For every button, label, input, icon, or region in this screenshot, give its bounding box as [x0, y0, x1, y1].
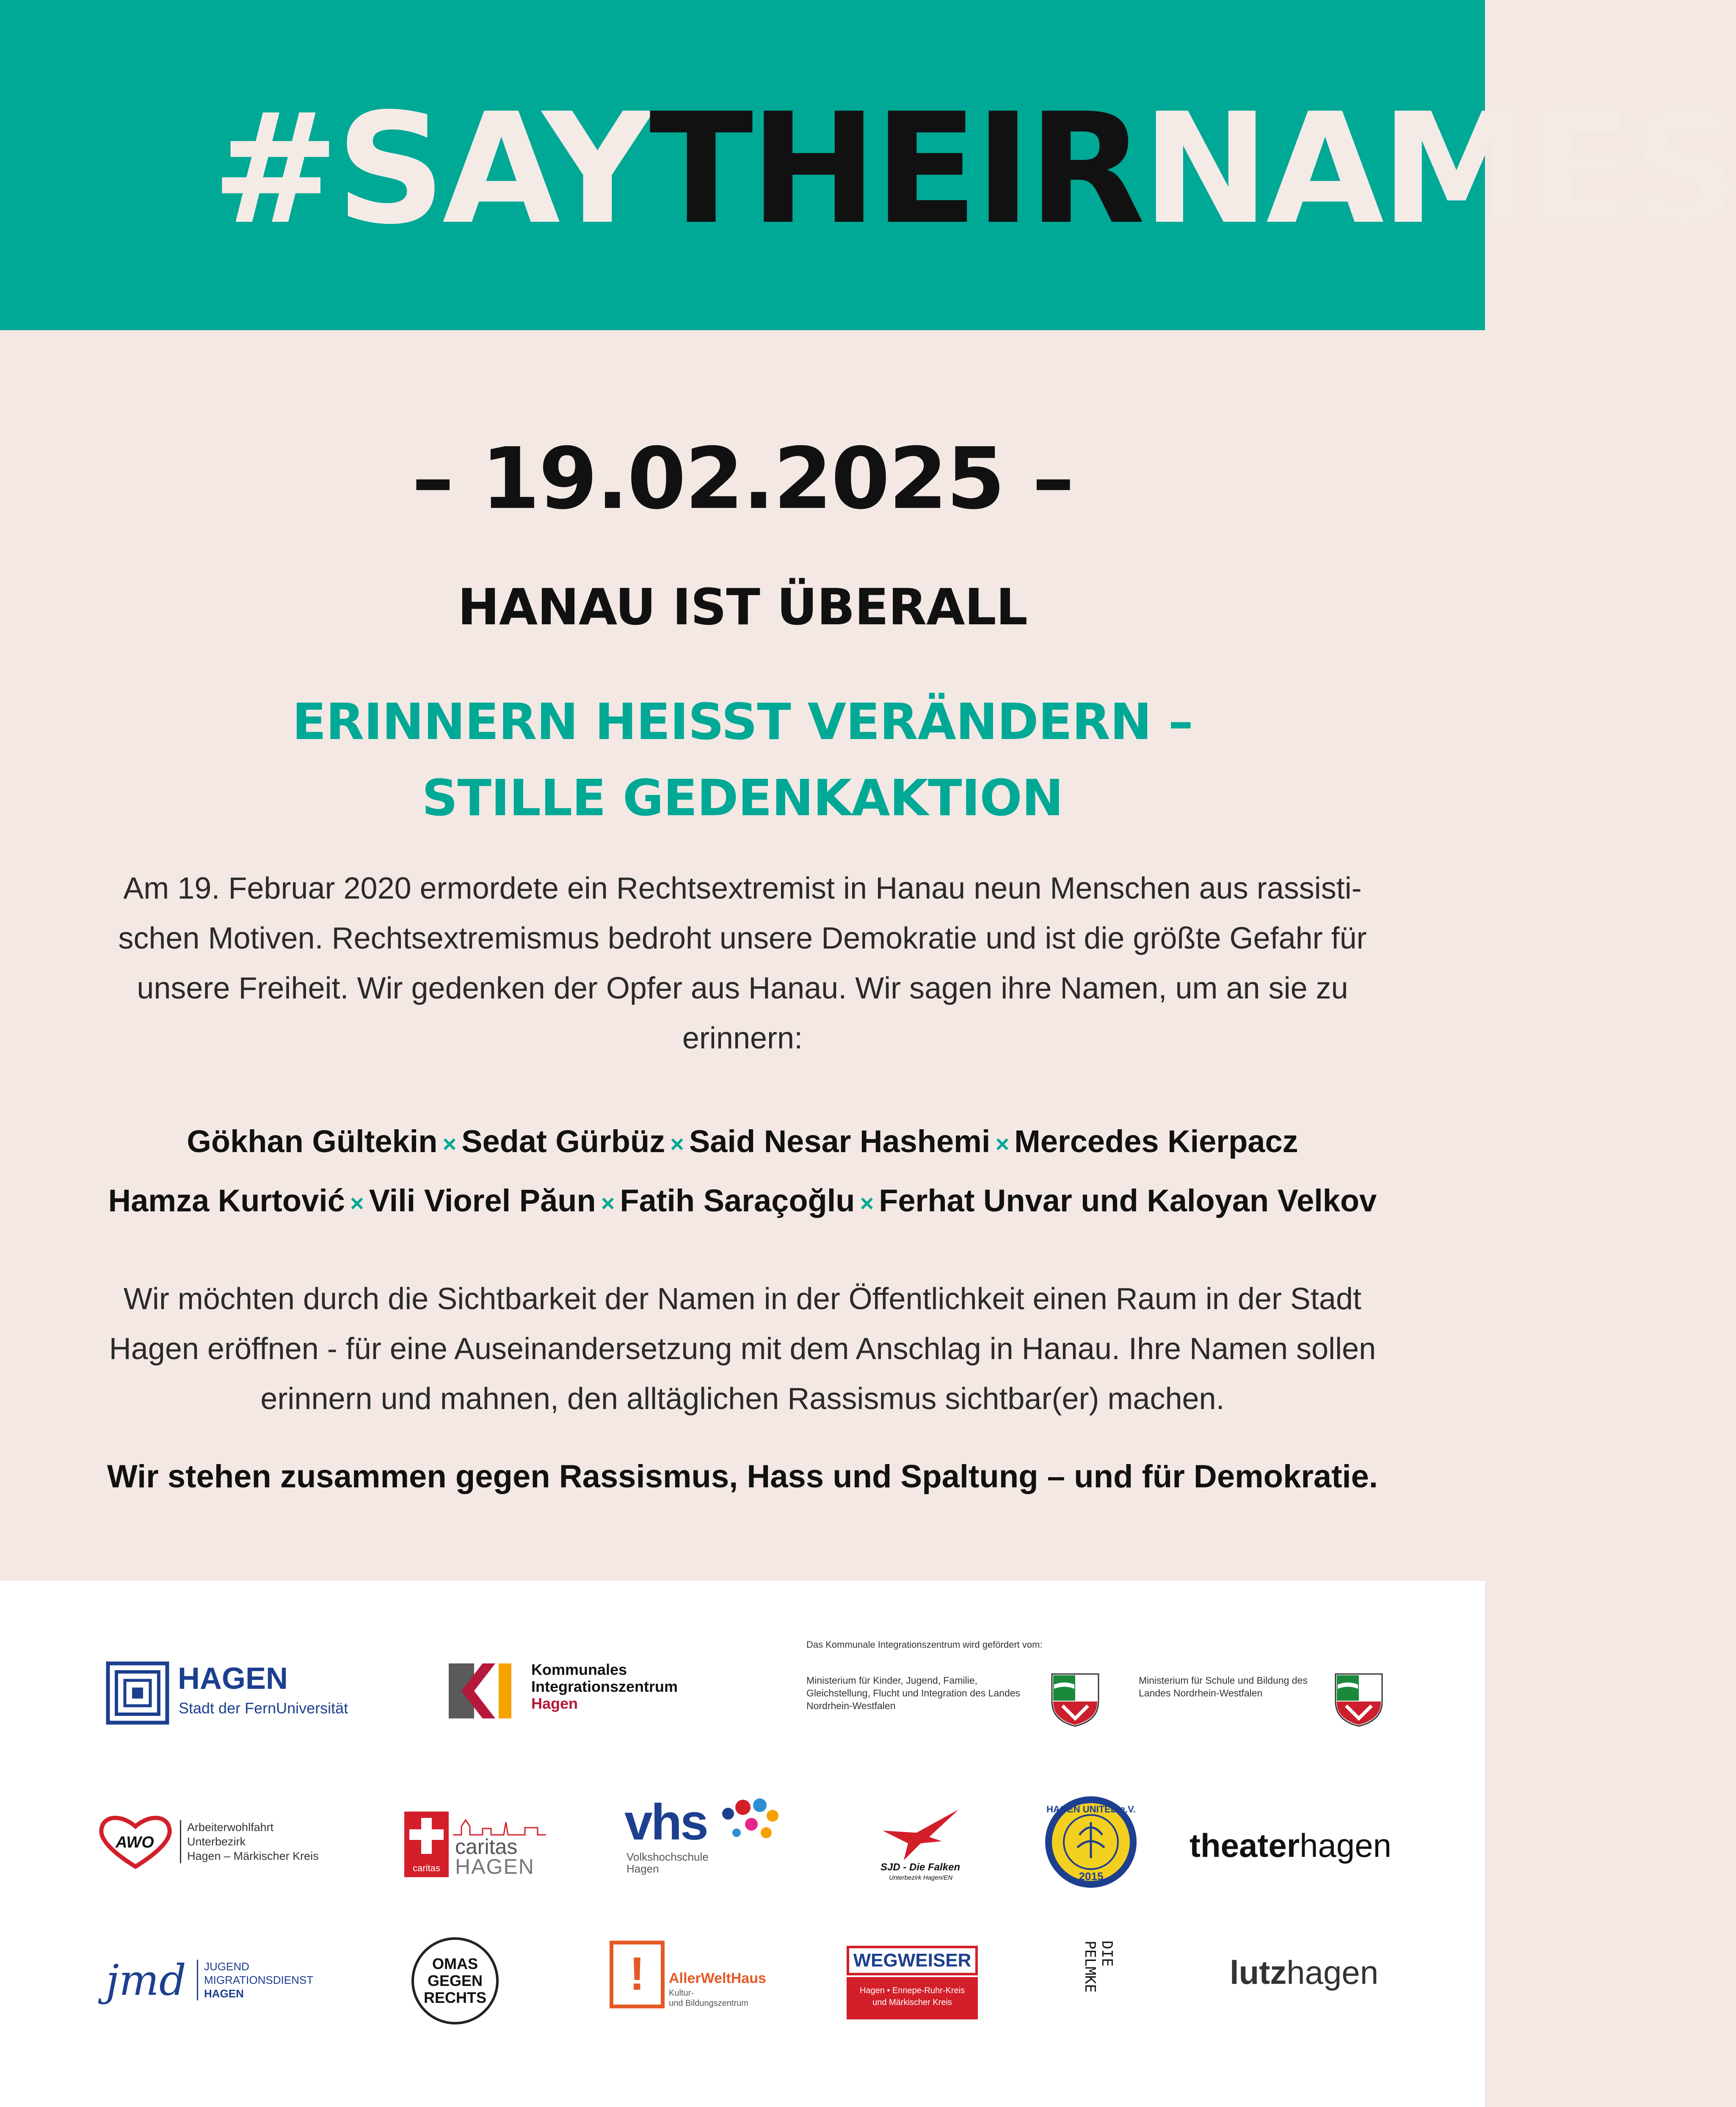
lutz-light: hagen	[1286, 1954, 1379, 1991]
pelmke-text	[1082, 1941, 1115, 1993]
theater-hagen-logo	[1190, 1826, 1410, 1865]
funding-note: Das Kommunale Integrationszentrum wird gefördert vom:	[806, 1639, 1043, 1650]
caritas-cross-icon	[404, 1812, 449, 1862]
hashtag-names: NAMES	[1142, 80, 1736, 258]
hashtag-title	[212, 80, 1736, 258]
cross-icon: ×	[670, 1131, 684, 1157]
allerwelthaus-mark: !	[610, 1941, 665, 2008]
wegweiser-logo	[847, 1946, 978, 2022]
awo-line1: Arbeiterwohlfahrt	[187, 1821, 274, 1834]
victim-names	[63, 1113, 1421, 1232]
jmd-mark: jmd	[106, 1955, 186, 2005]
sponsor-footer	[0, 1581, 1485, 2107]
subheadline-line1: ERINNERN HEISST VERÄNDERN –	[292, 692, 1193, 751]
subheadline	[0, 684, 1485, 836]
falken-line1: SJD - Die Falken	[880, 1862, 960, 1873]
hashtag-say: #SAY	[212, 80, 649, 258]
ki-text	[531, 1661, 678, 1712]
skyline-icon	[453, 1816, 546, 1837]
awo-text	[180, 1820, 319, 1863]
allerwelthaus-logo	[610, 1941, 787, 2025]
closing-paragraph: Wir möchten durch die Sichtbarkeit der Namen in der Öffentlichkeit einen Raum in der Stadt Hagen eröffnen - für eine Auseinandersetzung mit dem Anschlag in Hanau. Ihre Namen sollen erinnern und mahnen, den alltäglichen Rassismus sichtbar(er) machen.	[109, 1282, 1376, 1416]
awo-line2: Unterbezirk	[187, 1835, 246, 1848]
cross-icon: ×	[860, 1190, 874, 1216]
header-banner	[0, 0, 1736, 330]
victim-name: Ferhat Unvar und Kaloyan Velkov	[879, 1183, 1377, 1218]
vhs-text	[627, 1851, 709, 1875]
vhs-logo	[624, 1794, 785, 1877]
omas-gegen-rechts-logo	[411, 1936, 500, 2025]
vhs-line2: Hagen	[627, 1862, 659, 1875]
names-row-1	[63, 1113, 1421, 1172]
omas-line3: RECHTS	[423, 1989, 486, 2006]
ministry1-text: Ministerium für Kinder, Jugend, Familie, Gleichstellung, Flucht und Integration des Landes Nordrhein-Westfalen	[806, 1675, 1021, 1711]
awo-logo	[99, 1812, 337, 1871]
cross-icon: ×	[995, 1131, 1010, 1157]
hagen-subtitle: Stadt der FernUniversität	[179, 1699, 348, 1717]
pelmke-line1: DIE	[1098, 1941, 1115, 1967]
caritas-line1: caritas	[455, 1835, 518, 1859]
dots-icon	[720, 1797, 783, 1848]
falken-logo	[872, 1807, 974, 1884]
awo-line3: Hagen – Märkischer Kreis	[187, 1850, 319, 1862]
slogan: Wir stehen zusammen gegen Rassismus, Hass und Spaltung – und für Demokratie.	[107, 1459, 1378, 1495]
hagen-square-icon	[106, 1661, 169, 1725]
nrw-coat-of-arms-icon	[1050, 1672, 1101, 1727]
ministry2-text: Ministerium für Schule und Bildung des Landes Nordrhein-Westfalen	[1139, 1675, 1308, 1699]
event-date: – 19.02.2025 –	[411, 430, 1074, 528]
victim-name: Mercedes Kierpacz	[1014, 1124, 1298, 1159]
hagen-united-arc-text: HAGEN UNITED e.V.	[1046, 1804, 1136, 1815]
hagen-title: HAGEN	[178, 1662, 288, 1696]
omas-line2: GEGEN	[427, 1972, 483, 1989]
headline: HANAU IST ÜBERALL	[458, 578, 1027, 636]
cross-icon: ×	[350, 1190, 364, 1216]
ki-mark-icon	[449, 1663, 512, 1718]
theater-light: hagen	[1300, 1827, 1391, 1864]
omas-line1: OMAS	[432, 1955, 478, 1972]
allerwelthaus-line2: und Bildungszentrum	[669, 1999, 748, 2008]
hagen-city-logo	[106, 1661, 368, 1725]
allerwelthaus-text	[669, 1988, 748, 2008]
awo-mark: AWO	[116, 1834, 154, 1851]
die-pelmke-logo	[1082, 1941, 1120, 2038]
hashtag-their: THEIR	[649, 80, 1142, 258]
wegweiser-title: WEGWEISER	[847, 1946, 978, 1975]
wegweiser-line1: Hagen • Ennepe-Ruhr-Kreis	[859, 1986, 965, 1995]
nrw-coat-of-arms-icon	[1333, 1672, 1384, 1727]
falken-line2: Unterbezirk Hagen/EN	[889, 1874, 953, 1881]
omas-text	[411, 1955, 500, 2006]
pelmke-line2: PELMKE	[1082, 1941, 1098, 1993]
ki-line3: Hagen	[531, 1695, 578, 1712]
jmd-line2: MIGRATIONSDIENST	[204, 1974, 314, 1986]
subheadline-line2: STILLE GEDENKAKTION	[422, 769, 1063, 827]
theater-bold: theater	[1190, 1827, 1300, 1864]
lutz-hagen-logo	[1230, 1953, 1408, 1992]
hagen-united-year: 2015	[1079, 1870, 1104, 1883]
jmd-line3: HAGEN	[204, 1987, 244, 2000]
victim-name: Hamza Kurtović	[108, 1183, 345, 1218]
victim-name: Vili Viorel Păun	[369, 1183, 596, 1218]
allerwelthaus-name: AllerWeltHaus	[669, 1970, 766, 1986]
allerwelthaus-line1: Kultur-	[669, 1988, 694, 1998]
jmd-text	[197, 1960, 313, 2000]
ki-line2: Integrationszentrum	[531, 1678, 678, 1695]
ki-logo	[449, 1661, 711, 1725]
victim-name: Sedat Gürbüz	[461, 1124, 665, 1159]
falcon-icon	[878, 1807, 963, 1862]
caritas-small-label: caritas	[413, 1863, 440, 1873]
caritas-logo	[404, 1812, 548, 1879]
jmd-logo	[106, 1951, 343, 2015]
cross-icon: ×	[601, 1190, 615, 1216]
victim-name: Fatih Saraçoğlu	[620, 1183, 855, 1218]
vhs-line1: Volkshochschule	[627, 1851, 709, 1863]
jmd-line1: JUGEND	[204, 1960, 249, 1973]
lutz-bold: lutz	[1230, 1954, 1287, 1991]
names-row-2	[63, 1172, 1421, 1232]
wegweiser-subtitle	[847, 1977, 978, 2019]
vhs-mark: vhs	[624, 1794, 707, 1851]
cross-icon: ×	[442, 1131, 457, 1157]
victim-name: Gökhan Gültekin	[187, 1124, 438, 1159]
hagen-united-logo	[1043, 1795, 1139, 1890]
victim-name: Said Nesar Hashemi	[689, 1124, 991, 1159]
intro-paragraph: Am 19. Februar 2020 ermordete ein Rechtsextremist in Hanau neun Menschen aus rassisti-schen Motiven. Rechtsextremismus bedroht unsere Demokratie und ist die größte Gefahr für unsere Freiheit. Wir gedenken der Opfer aus Hanau. Wir sagen ihre Namen, um an sie zu erinnern:	[118, 871, 1367, 1055]
ki-line1: Kommunales	[531, 1661, 627, 1678]
wegweiser-line2: und Märkischer Kreis	[872, 1998, 952, 2007]
caritas-badge	[404, 1812, 449, 1877]
caritas-line2: HAGEN	[455, 1855, 535, 1878]
